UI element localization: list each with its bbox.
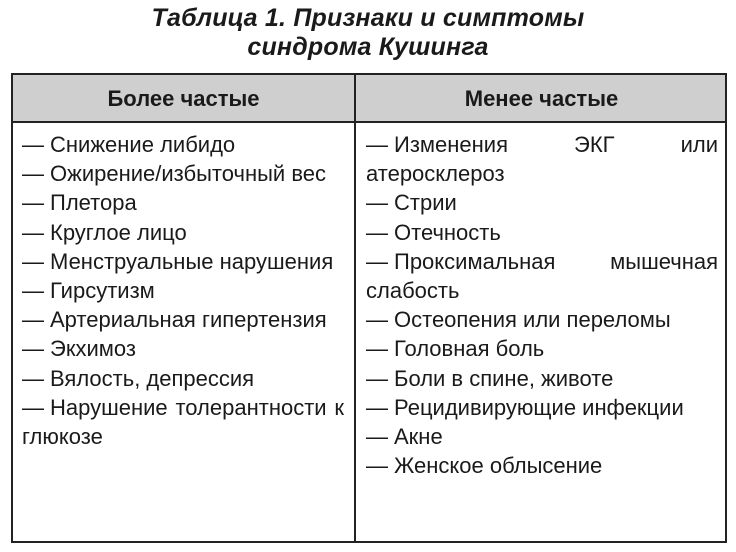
list-item: — Менструальные нарушения: [22, 248, 334, 274]
table-caption: [0, 4, 736, 62]
caption-line-1: Таблица 1. Признаки и симптомы: [151, 4, 585, 32]
table-header-row: [13, 75, 725, 123]
list-item: — Боли в спине, животе: [366, 365, 614, 391]
list-item: — Акне: [366, 424, 443, 450]
list-item: — Гирсутизм: [22, 278, 155, 304]
symptoms-table: [11, 73, 727, 543]
more-frequent-list: [22, 130, 344, 451]
list-item: — Экхимоз: [22, 336, 136, 362]
header-less-frequent: Менее частые: [464, 86, 619, 111]
list-item: — Рецидивирующие инфекции: [366, 394, 684, 420]
list-item: — Женское облысение: [366, 453, 603, 479]
list-item: — Вялость, депрессия: [22, 365, 255, 391]
header-more-frequent: Более частые: [107, 86, 260, 111]
list-item: — Плетора: [22, 190, 137, 216]
list-item: — Снижение либидо: [22, 132, 236, 157]
list-item: — Отечность: [366, 219, 501, 245]
list-item: — Артериальная гипертензия: [22, 307, 327, 333]
list-item: — Проксимальная мышечная слабость: [366, 248, 718, 304]
list-item: — Изменения ЭКГ или атеросклероз: [366, 132, 718, 187]
list-item: — Стрии: [366, 190, 457, 216]
less-frequent-list: [366, 130, 718, 480]
list-item: — Круглое лицо: [22, 219, 187, 245]
list-item: — Ожирение/избыточный вес: [22, 161, 326, 187]
caption-line-2: синдрома Кушинга: [247, 33, 489, 61]
list-item: — Нарушение толерантности к глюкозе: [22, 394, 344, 450]
column-divider: [354, 75, 356, 541]
list-item: — Остеопения или переломы: [366, 307, 671, 333]
list-item: — Головная боль: [366, 336, 545, 362]
